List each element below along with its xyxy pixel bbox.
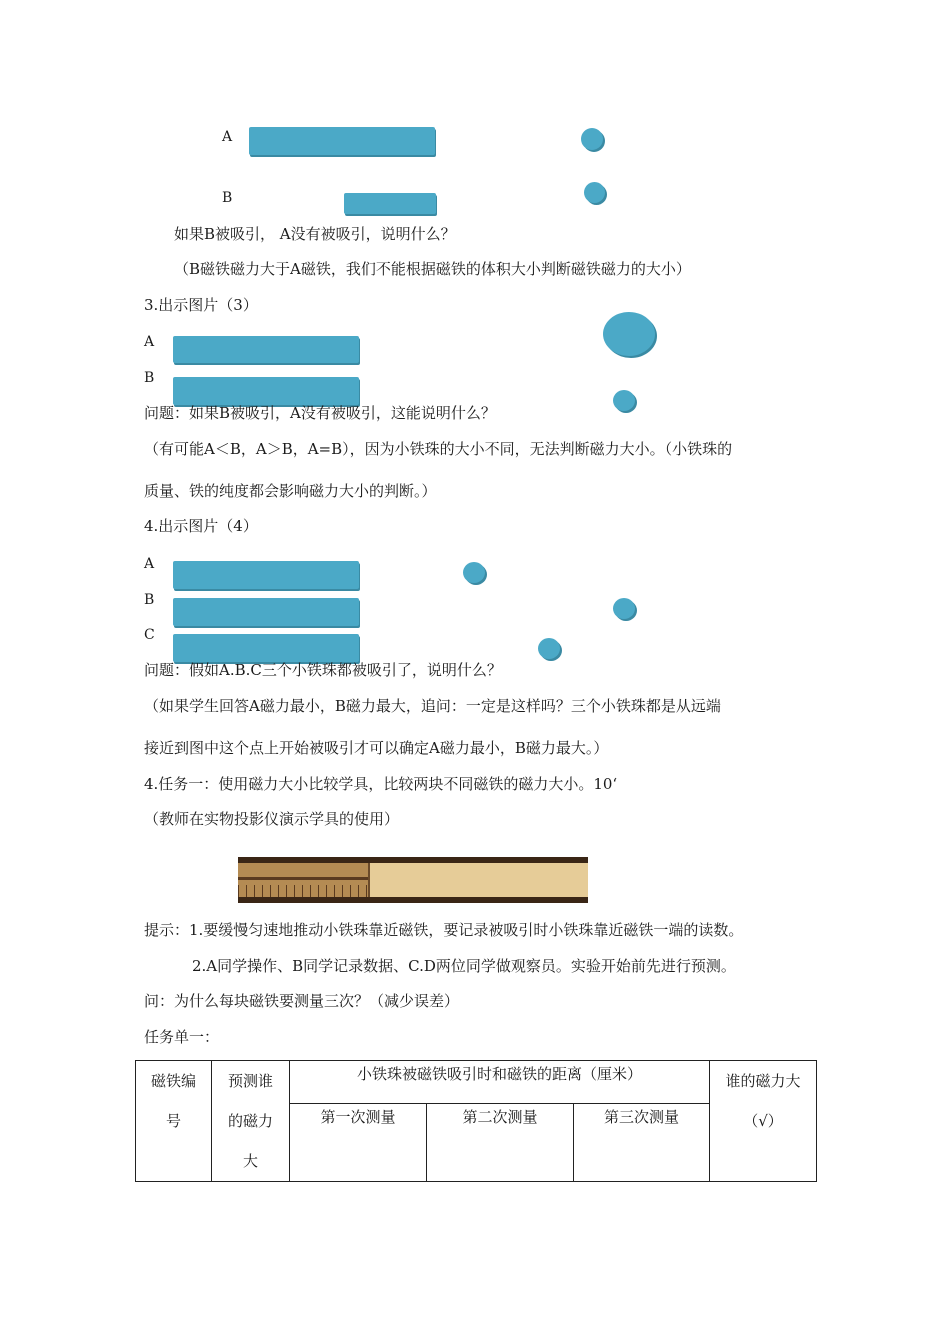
answer-2: （B磁铁磁力大于A磁铁，我们不能根据磁铁的体积大小判断磁铁磁力的大小） [174,260,691,278]
magnet-c-bar [173,634,359,662]
magnet-b-bar [173,377,359,405]
tip-2: 2.A同学操作、B同学记录数据、C.D两位同学做观察员。实验开始前先进行预测。 [192,957,736,975]
answer-3-line1: （有可能A＜B，A＞B，A=B），因为小铁珠的大小不同，无法判断磁力大小。（小铁珠的 [144,440,733,458]
col-second-measure: 第二次测量 [427,1103,574,1181]
question-4: 问题：假如A.B.C三个小铁珠都被吸引了，说明什么？ [144,661,502,679]
col-stronger-header: 谁的磁力大 （√） [710,1061,817,1182]
col-distance-header: 小铁珠被磁铁吸引时和磁铁的距离（厘米） [290,1061,710,1104]
answer-4-line2: 接近到图中这个点上开始被吸引才可以确定A磁力最小，B磁力最大。） [144,739,609,757]
heading-3: 3.出示图片（3） [144,296,258,314]
question-2: 如果B被吸引， A没有被吸引，说明什么？ [174,225,456,243]
col-prediction-header: 预测谁 的磁力 大 [212,1061,290,1182]
task-sheet-table [135,1060,817,1182]
answer-3-line2: 质量、铁的纯度都会影响磁力大小的判断。） [144,482,437,500]
question-3: 问题：如果B被吸引，A没有被吸引，这能说明什么？ [144,404,496,422]
fig3-label-b: B [144,370,155,386]
fig4-label-a: A [144,556,155,572]
magnet-a-bar [249,127,435,155]
fig4-label-b: B [144,592,155,608]
large-iron-ball [603,312,655,356]
small-iron-ball [613,390,635,411]
col-third-measure: 第三次测量 [574,1103,710,1181]
magnet-a-bar [173,561,359,589]
heading-4: 4.出示图片（4） [144,517,258,535]
fig2-label-b: B [222,190,233,206]
iron-ball-c [538,638,560,659]
magnet-comparison-tool-photo [238,857,588,903]
magnet-a-bar [173,336,359,363]
answer-4-line1: （如果学生回答A磁力最小，B磁力最大，追问：一定是这样吗？三个小铁珠都是从远端 [144,697,721,715]
task-one-note: （教师在实物投影仪演示学具的使用） [144,810,400,828]
col-first-measure: 第一次测量 [290,1103,427,1181]
iron-ball-a [463,562,485,583]
ask-why-three-times: 问：为什么每块磁铁要测量三次？（减少误差） [144,992,460,1010]
fig3-label-a: A [144,334,155,350]
task-sheet-title: 任务单一： [144,1028,220,1046]
magnet-b-bar [173,598,359,626]
fig2-label-a: A [222,129,233,145]
col-magnet-number-header: 磁铁编 号 [136,1061,212,1182]
tip-1: 提示：1.要缓慢匀速地推动小铁珠靠近磁铁，要记录被吸引时小铁珠靠近磁铁一端的读数。 [144,921,744,939]
fig4-label-c: C [144,627,155,643]
iron-ball-b [613,598,635,619]
iron-ball-b [584,182,605,203]
magnet-b-bar [344,193,436,214]
task-one: 4.任务一：使用磁力大小比较学具，比较两块不同磁铁的磁力大小。10‘ [144,775,618,793]
iron-ball-a [581,128,603,150]
